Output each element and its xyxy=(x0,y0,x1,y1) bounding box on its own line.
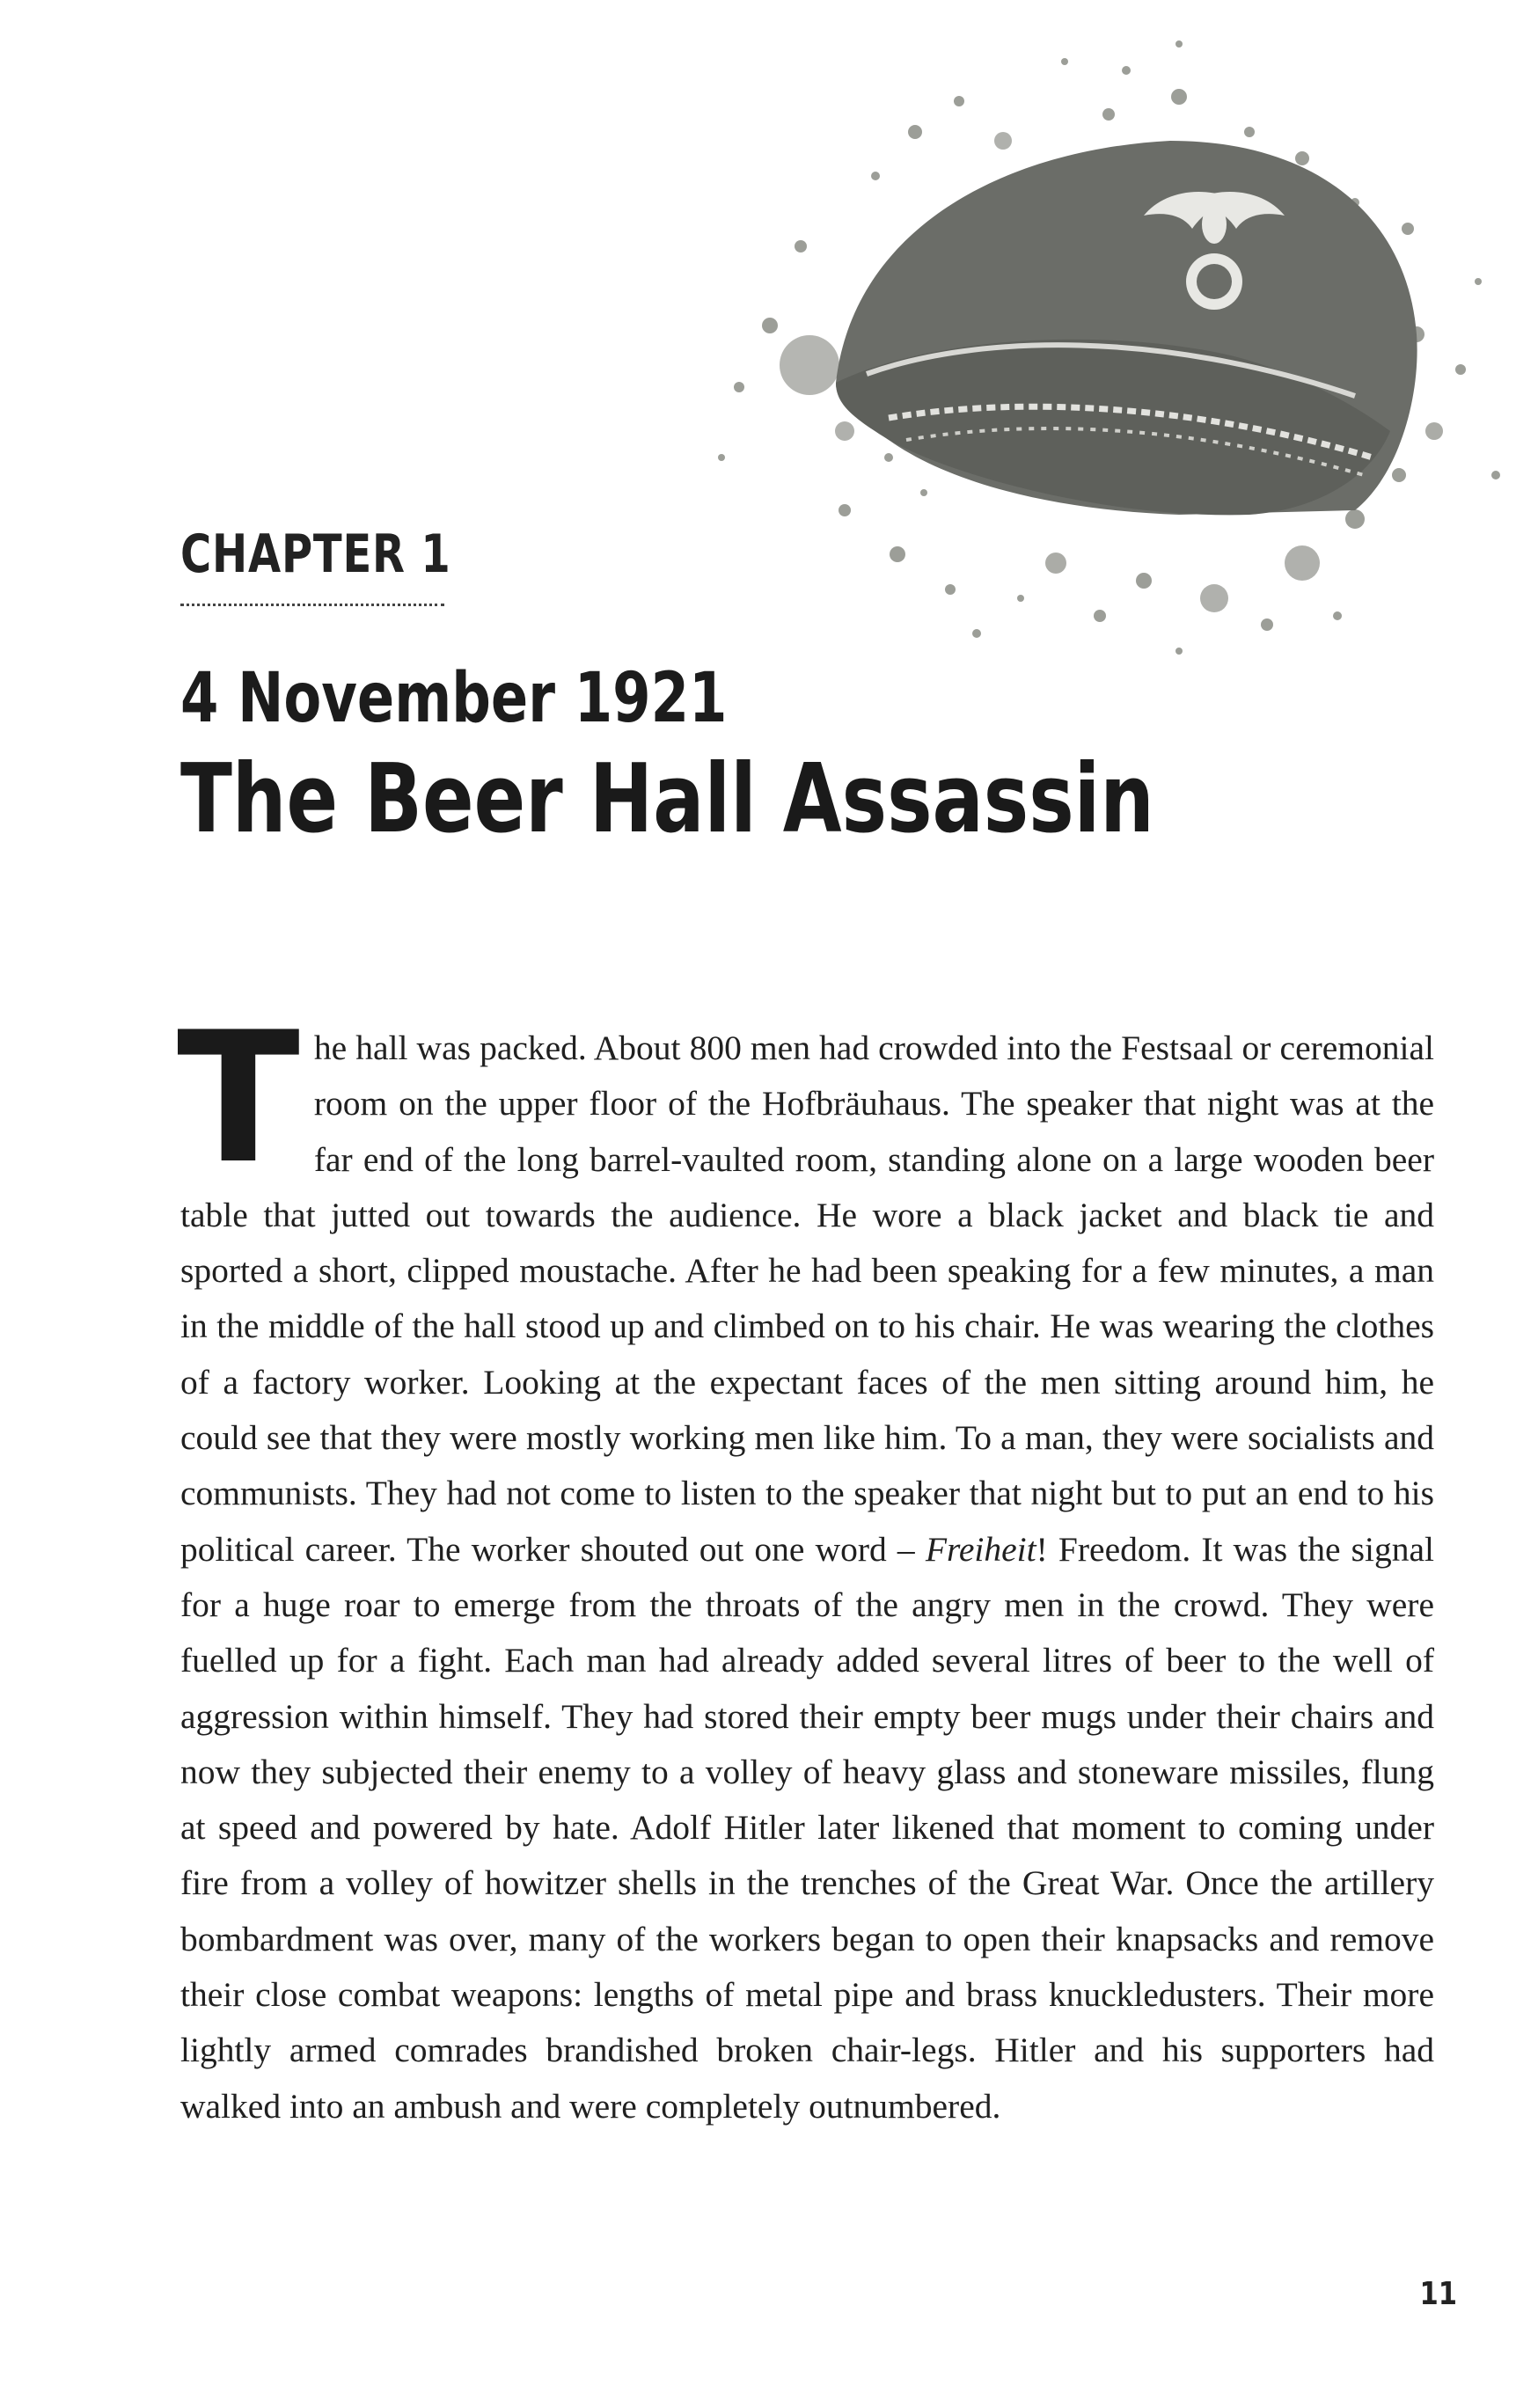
chapter-date: 4 November 1921 xyxy=(180,659,728,738)
body-text xyxy=(177,994,1435,2134)
page-number: 11 xyxy=(1419,2276,1457,2312)
chapter-title: The Beer Hall Assassin xyxy=(180,744,1154,854)
opening-paragraph xyxy=(177,994,1435,2134)
emphasis-word: Freiheit xyxy=(925,1529,1036,1569)
paragraph-start: he hall was packed. About 800 men had crowded into the Festsaal or ceremonial room on the upper floor of the Hofbräuhaus. The speaker that night was at the far end of the long barrel-vaulted room, standing alone on a large wooden beer table that jutted out towards the audience. He wore a black jacket and black tie and sported a short, clipped moustache. After he had been speaking for a few minutes, a man in the middle of the hall stood up and climbed on to his chair. He was wearing the clothes of a factory worker. Looking at the expectant faces of the men sitting around him, he could see that they were mostly working men like him. To a man, they were socialists and communists. They had not come to listen to the speaker that night but to put an end to his political career. The worker shouted out one word – xyxy=(180,1028,1434,1569)
paragraph-end: ! Freedom. It was the signal for a huge roar to emerge from the throats of the angry men in the crowd. They were fuelled up for a fight. Each man had already added several litres of beer to the well of aggression within himself. They had stored their empty beer mugs under their chairs and now they subjected their enemy to a volley of heavy glass and stoneware missiles, flung at speed and powered by hate. Adolf Hitler later likened that moment to coming under fire from a volley of howitzer shells in the trenches of the Great War. Once the artillery bombardment was over, many of the workers began to open their knapsacks and remove their close combat weapons: lengths of metal pipe and brass knuckledusters. Their more lightly armed comrades brandished broken chair-legs. Hitler and his supporters had walked into an ambush and were completely outnumbered. xyxy=(180,1529,1435,2126)
chapter-divider xyxy=(180,604,444,606)
chapter-label: CHAPTER 1 xyxy=(180,523,451,585)
peaked-cap-icon xyxy=(836,141,1417,515)
dropcap: T xyxy=(177,994,300,1204)
peaked-cap-illustration xyxy=(686,18,1522,704)
